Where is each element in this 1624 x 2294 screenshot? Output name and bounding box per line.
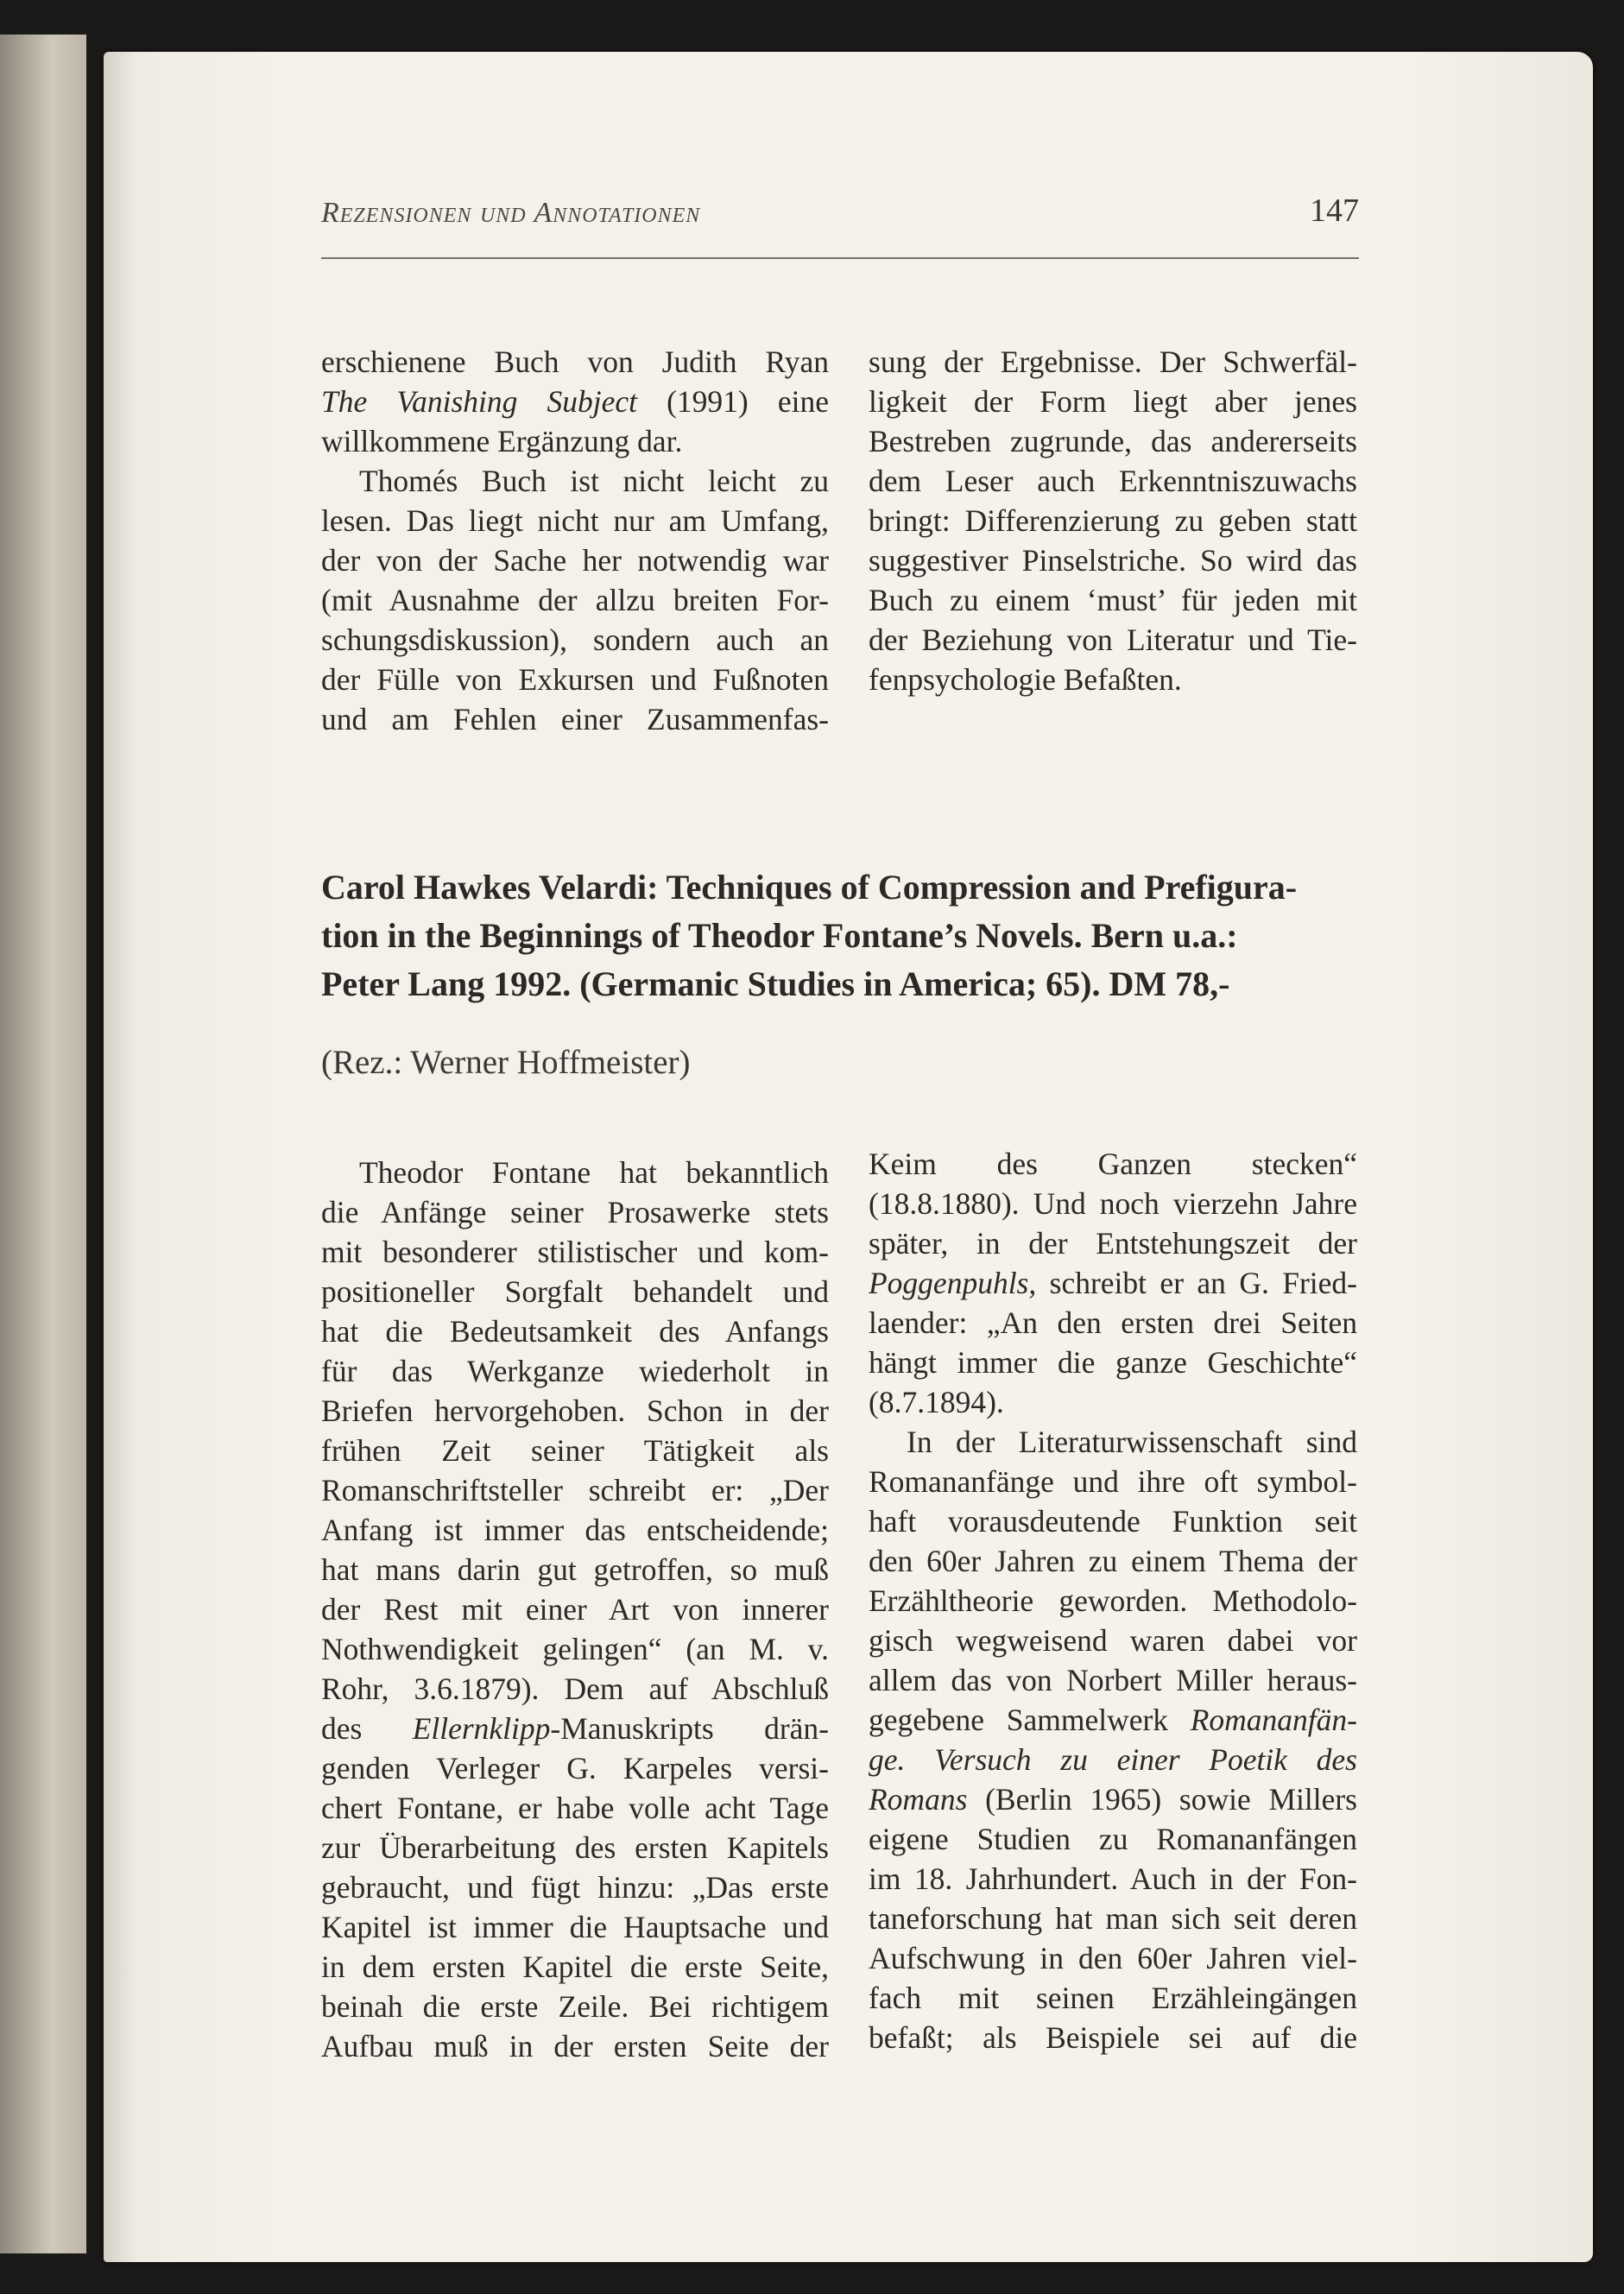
- text-line: (8.7.1894).: [869, 1385, 1004, 1419]
- page-header: [321, 192, 1359, 233]
- text-line: Theodor Fontane hat bekanntlich: [359, 1155, 829, 1190]
- text-line: frühen Zeit seiner Tätigkeit als: [321, 1433, 829, 1468]
- book-title: The Vanishing Subject: [321, 384, 637, 419]
- review-heading: [321, 863, 1359, 1008]
- text-line: fenpsychologie Befaßten.: [869, 662, 1182, 697]
- text-line: der Beziehung von Literatur und Tie-: [869, 622, 1357, 657]
- review-heading-line: tion in the Beginnings of Theodor Fontane’s Novels. Bern u.a.:: [321, 916, 1238, 955]
- text-line: Briefen hervorgehoben. Schon in der: [321, 1393, 829, 1428]
- text-line: Kapitel ist immer die Hauptsache und: [321, 1910, 829, 1944]
- header-rule: [321, 257, 1359, 259]
- work-title: Poggenpuhls,: [869, 1266, 1037, 1300]
- text-line: in dem ersten Kapitel die erste Seite,: [321, 1950, 829, 1984]
- text-line: Nothwendigkeit gelingen“ (an M. v.: [321, 1632, 829, 1666]
- text-line: Anfang ist immer das entscheidende;: [321, 1513, 829, 1547]
- running-title: Rezensionen und Annotationen: [321, 197, 701, 229]
- text-line: Erzähltheorie geworden. Methodolo-: [869, 1583, 1357, 1618]
- text-line-italic-title: Poggenpuhls, schreibt er an G. Fried-: [869, 1266, 1357, 1300]
- work-title: Romans: [869, 1782, 968, 1817]
- text-line: Romananfänge und ihre oft symbol-: [869, 1464, 1357, 1499]
- text-line: gisch wegweisend waren dabei vor: [869, 1623, 1357, 1658]
- text-line: der Fülle von Exkursen und Fußnoten: [321, 662, 829, 697]
- text-line: Aufbau muß in der ersten Seite der: [321, 2029, 829, 2063]
- review-heading-line: Carol Hawkes Velardi: Techniques of Compression and Prefigura-: [321, 868, 1298, 907]
- text-line: hat die Bedeutsamkeit des Anfangs: [321, 1314, 829, 1349]
- text-line: laender: „An den ersten drei Seiten: [869, 1305, 1357, 1340]
- text-line: die Anfänge seiner Prosawerke stets: [321, 1195, 829, 1229]
- text-line: im 18. Jahrhundert. Auch in der Fon-: [869, 1861, 1357, 1896]
- text-line: Buch zu einem ‘must’ für jeden mit: [869, 583, 1357, 617]
- text-line: für das Werkganze wiederholt in: [321, 1354, 829, 1388]
- text-line: Aufschwung in den 60er Jahren viel-: [869, 1941, 1357, 1975]
- text-line: beinah die erste Zeile. Bei richtigem: [321, 1989, 829, 2024]
- text-line: den 60er Jahren zu einem Thema der: [869, 1544, 1357, 1578]
- text-line: dem Leser auch Erkenntniszuwachs: [869, 464, 1357, 498]
- work-title: Romananfän-: [1190, 1703, 1357, 1737]
- text-line-italic-title: des Ellernklipp-Manuskripts drän-: [321, 1711, 829, 1746]
- text-line: positioneller Sorgfalt behandelt und: [321, 1274, 829, 1309]
- review-right-column: [869, 1144, 1357, 2057]
- text-line: mit besonderer stilistischer und kom-: [321, 1235, 829, 1269]
- text-line: Keim des Ganzen stecken“: [869, 1147, 1357, 1181]
- text-line-italic-title: gegebene Sammelwerk Romananfän-: [869, 1703, 1357, 1737]
- review-left-column: [321, 1153, 829, 2066]
- work-title: ge. Versuch zu einer Poetik des: [869, 1742, 1357, 1777]
- text-line: Romanschriftsteller schreibt er: „Der: [321, 1473, 829, 1507]
- text-line: erschienene Buch von Judith Ryan: [321, 344, 829, 379]
- text-line: später, in der Entstehungszeit der: [869, 1226, 1357, 1261]
- text-line: zur Überarbeitung des ersten Kapitels: [321, 1830, 829, 1865]
- text-line: hängt immer die ganze Geschichte“: [869, 1345, 1357, 1380]
- text-line: sung der Ergebnisse. Der Schwerfäl-: [869, 344, 1357, 379]
- work-title: Ellernklipp: [412, 1711, 551, 1746]
- facing-page-edge: [0, 35, 86, 2253]
- text-line: ligkeit der Form liegt aber jenes: [869, 384, 1357, 419]
- text-line: haft vorausdeutende Funktion seit: [869, 1504, 1357, 1539]
- text-line: lesen. Das liegt nicht nur am Umfang,: [321, 503, 829, 538]
- text-line: (18.8.1880). Und noch vierzehn Jahre: [869, 1186, 1357, 1221]
- text-line: und am Fehlen einer Zusammenfas-: [321, 702, 829, 736]
- page-number: 147: [1310, 193, 1359, 229]
- text-line-italic-title: Romans (Berlin 1965) sowie Millers: [869, 1782, 1357, 1817]
- text-line: der von der Sache her notwendig war: [321, 543, 829, 578]
- text-line: chert Fontane, er habe volle acht Tage: [321, 1791, 829, 1825]
- text-line: befaßt; als Beispiele sei auf die: [869, 2020, 1357, 2055]
- text-line-italic-title: [869, 1740, 1357, 1779]
- previous-review-left-column: [321, 342, 829, 739]
- text-line: allem das von Norbert Miller heraus-: [869, 1663, 1357, 1697]
- text-line: willkommene Ergänzung dar.: [321, 424, 683, 458]
- text-line: Rohr, 3.6.1879). Dem auf Abschluß: [321, 1672, 829, 1706]
- text-line: fach mit seinen Erzähleingängen: [869, 1981, 1357, 2015]
- text-line: eigene Studien zu Romananfängen: [869, 1822, 1357, 1856]
- text-line: (mit Ausnahme der allzu breiten For-: [321, 583, 829, 617]
- review-heading-line: Peter Lang 1992. (Germanic Studies in America; 65). DM 78,-: [321, 964, 1230, 1003]
- reviewer-credit: (Rez.: Werner Hoffmeister): [321, 1044, 691, 1081]
- text-line: hat mans darin gut getroffen, so muß: [321, 1552, 829, 1587]
- text-line: der Rest mit einer Art von innerer: [321, 1592, 829, 1627]
- text-line: genden Verleger G. Karpeles versi-: [321, 1751, 829, 1785]
- text-line: gebraucht, und fügt hinzu: „Das erste: [321, 1870, 829, 1905]
- text-line: In der Literaturwissenschaft sind: [907, 1425, 1357, 1459]
- text-line: bringt: Differenzierung zu geben statt: [869, 503, 1357, 538]
- text-line: suggestiver Pinselstriche. So wird das: [869, 543, 1357, 578]
- text-line: schungsdiskussion), sondern auch an: [321, 622, 829, 657]
- text-line: Thomés Buch ist nicht leicht zu: [359, 464, 829, 498]
- text-line-italic-title: The Vanishing Subject (1991) eine: [321, 384, 829, 419]
- previous-review-right-column: [869, 342, 1357, 699]
- text-line: taneforschung hat man sich seit deren: [869, 1901, 1357, 1936]
- text-line: Bestreben zugrunde, das andererseits: [869, 424, 1357, 458]
